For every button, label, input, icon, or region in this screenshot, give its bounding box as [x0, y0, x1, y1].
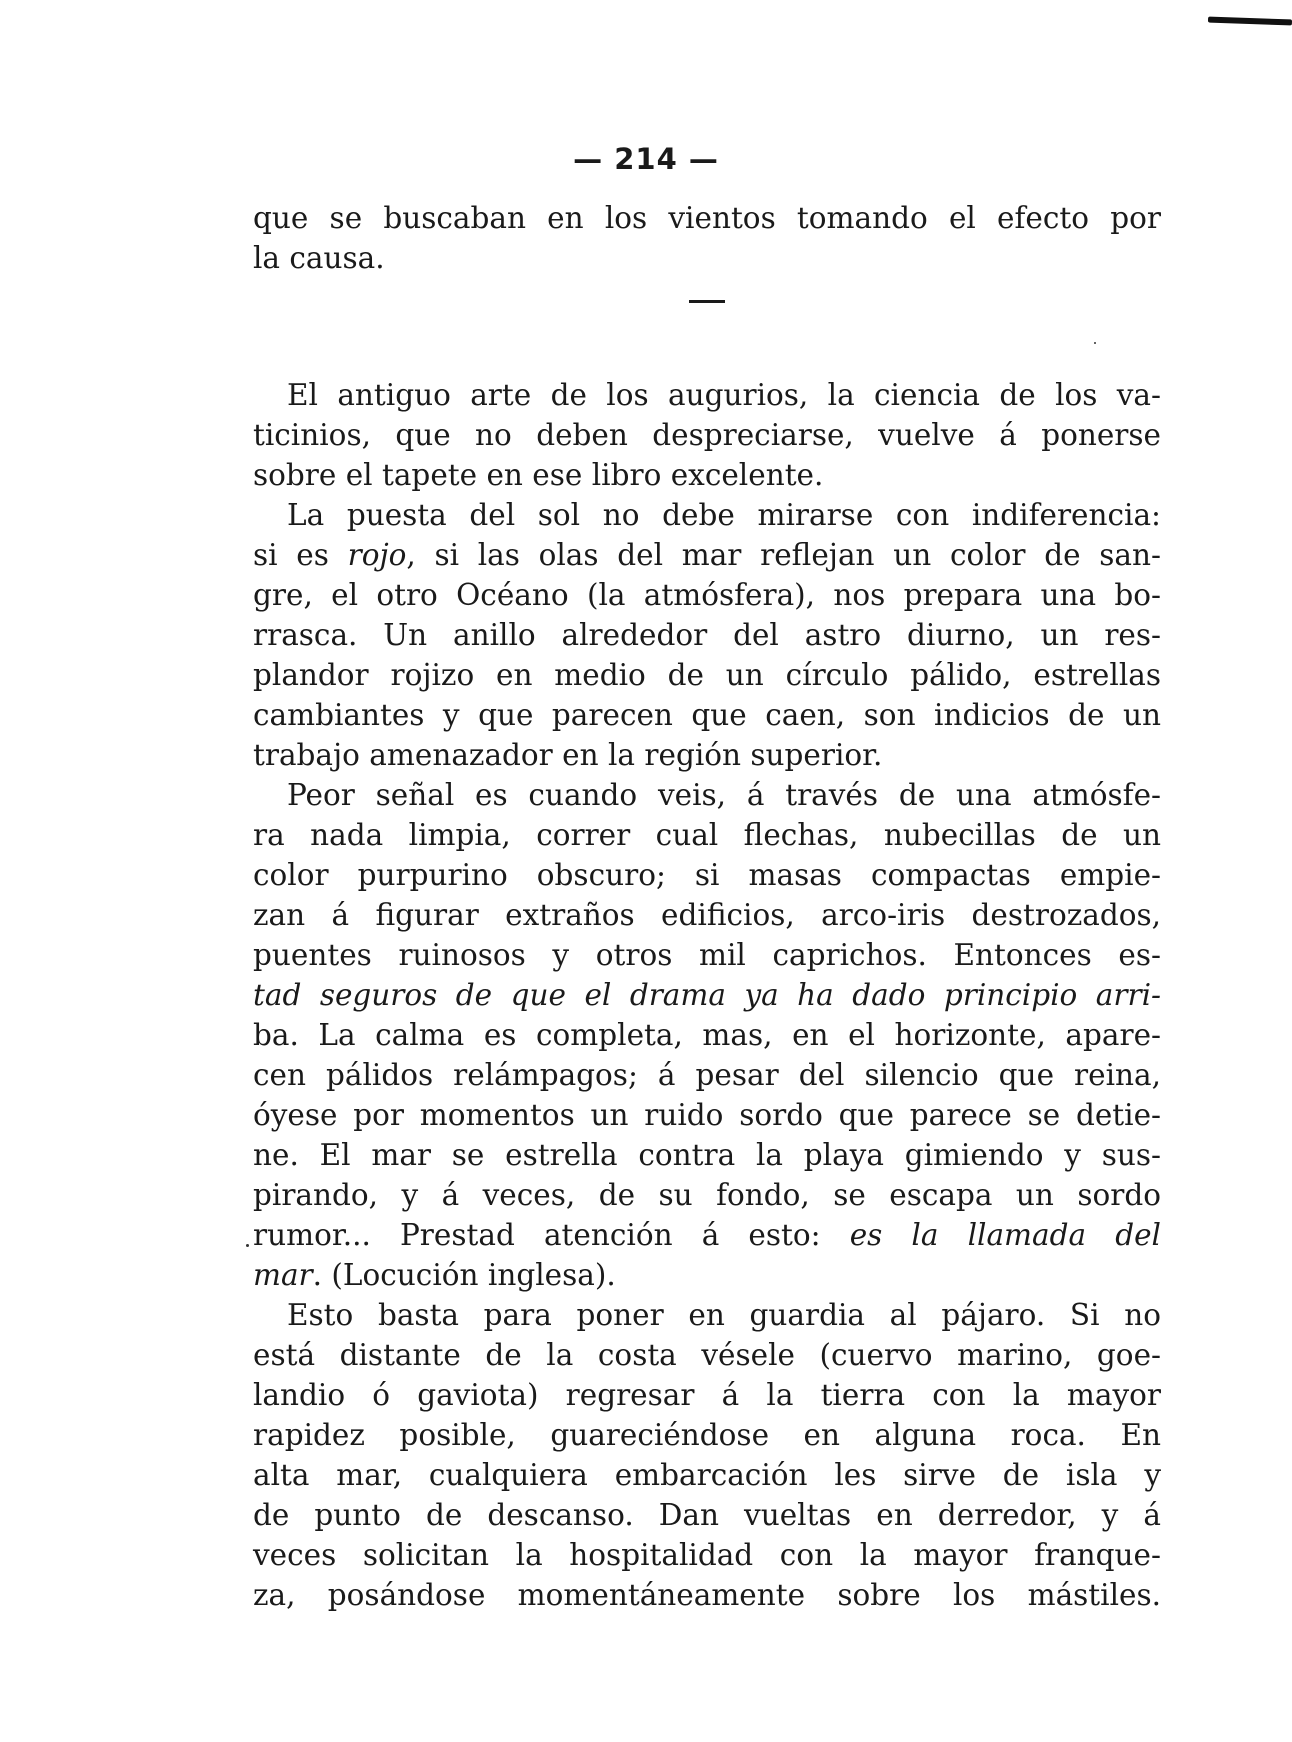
text-line: ba. La calma es completa, mas, en el horizonte, apare- — [253, 1018, 1161, 1052]
text-line: Esto basta para poner en guardia al pájaro. Si no — [287, 1298, 1161, 1332]
paragraph-pajaro — [253, 1295, 1161, 1615]
italic-phrase: es la llamada del — [849, 1218, 1161, 1252]
text-line: gre, el otro Océano (la atmósfera), nos prepara una bo- — [253, 578, 1161, 612]
text-line: ne. El mar se estrella contra la playa gimiendo y sus- — [253, 1138, 1161, 1172]
text-line: cen pálidos relámpagos; á pesar del silencio que reina, — [253, 1058, 1161, 1092]
paragraph-puesta-del-sol — [253, 495, 1161, 775]
body-text — [253, 198, 1161, 1615]
text-line: color purpurino obscuro; si masas compactas empie- — [253, 858, 1161, 892]
text-line: rrasca. Un anillo alrededor del astro diurno, un res- — [253, 618, 1161, 652]
text-line: está distante de la costa vésele (cuervo marino, goe- — [253, 1338, 1161, 1372]
text-line: La puesta del sol no debe mirarse con indiferencia: — [287, 498, 1161, 532]
text-line: zan á figurar extraños edificios, arco-iris destrozados, — [253, 898, 1161, 932]
text-line: que se buscaban en los vientos tomando el efecto por — [253, 201, 1161, 235]
text-line: plandor rojizo en medio de un círculo pálido, estrellas — [253, 658, 1161, 692]
text-line: landio ó gaviota) regresar á la tierra con la mayor — [253, 1378, 1161, 1412]
text-line: si es rojo, si las olas del mar reflejan un color de san- — [253, 538, 1161, 572]
page-number: — 214 — — [573, 142, 719, 176]
text-line: ticinios, que no deben despreciarse, vuelve á ponerse — [253, 418, 1161, 452]
text-line: mar. (Locución inglesa). — [253, 1258, 616, 1292]
text-line: puentes ruinosos y otros mil caprichos. Entonces es- — [253, 938, 1161, 972]
text-line: alta mar, cualquiera embarcación les sirve de isla y — [253, 1458, 1161, 1492]
text-line: rapidez posible, guareciéndose en alguna roca. En — [253, 1418, 1161, 1452]
text-line: El antiguo arte de los augurios, la ciencia de los va- — [287, 378, 1161, 412]
text-line: trabajo amenazador en la región superior. — [253, 738, 883, 772]
text-line: pirando, y á veces, de su fondo, se escapa un sordo — [253, 1178, 1161, 1212]
paragraph-peor-senal — [253, 775, 1161, 1295]
paragraph-augurios — [253, 375, 1161, 495]
text-line: óyese por momentos un ruido sordo que parece se detie- — [253, 1098, 1161, 1132]
italic-phrase: tad seguros de que el drama ya ha dado principio arri- — [253, 978, 1161, 1012]
text-line: ra nada limpia, correr cual flechas, nubecillas de un — [253, 818, 1161, 852]
italic-word: mar — [253, 1258, 313, 1292]
scan-speck — [246, 1244, 249, 1247]
text-line: veces solicitan la hospitalidad con la mayor franque- — [253, 1538, 1161, 1572]
text-line: la causa. — [253, 241, 385, 275]
text-line: sobre el tapete en ese libro excelente. — [253, 458, 824, 492]
text-line — [253, 975, 1161, 1015]
text-line: de punto de descanso. Dan vueltas en derredor, y á — [253, 1498, 1161, 1532]
italic-word: rojo — [347, 538, 407, 572]
text-line: rumor... Prestad atención á esto: es la llamada del — [253, 1218, 1161, 1252]
scan-edge-mark — [1208, 17, 1292, 26]
text-line: Peor señal es cuando veis, á través de una atmósfe- — [287, 778, 1161, 812]
text-line: za, posándose momentáneamente sobre los mástiles. — [253, 1578, 1161, 1612]
text-line: cambiantes y que parecen que caen, son indicios de un — [253, 698, 1161, 732]
